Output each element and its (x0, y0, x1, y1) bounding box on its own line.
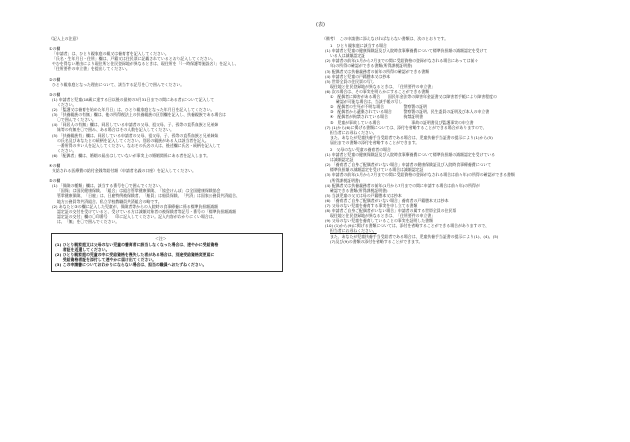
remark-line: (2) 申請者の前年(1月から7月までの間に受給資格の登録がなされる場合にあっては前々 (325, 58, 479, 64)
remark-line: (6) 「養育者ご自身ご配偶者がいない場合」養育者の戸籍謄本又は抄本 (325, 197, 449, 203)
instruction-line: やむを得ない理由により現住所と住民登録地が異なるときは、現住所を「（一時保護等施設名）」を記入し、 (52, 61, 239, 67)
remarks-lines (322, 41, 584, 244)
remark-line: (10) (1)から(9)に掲げる書類については、添付を省略することができる場合がありますので、 (325, 223, 490, 229)
section-heading: ⑤の欄 (49, 178, 61, 184)
section-heading: ②の欄 (49, 76, 61, 82)
remark-line: (8) 申請者ご自身ご配偶者がいない場合」申請者の属する世帯全員の住民票 (325, 208, 457, 214)
right-column (322, 36, 584, 244)
instruction-line: 認定証の交付を受けていると、受けている方は減額対象者の被保険者等記号・番号の「標準負担額減額 (57, 208, 236, 214)
notes-title: ＜注＞ (155, 236, 167, 241)
instruction-line: は、「無」を〇で囲んでください。 (57, 218, 120, 224)
remark-line: 2 父母のない児童の養育者の場合 (330, 146, 391, 152)
instruction-line: ひとり親家庭となった理由について、該当する記号を〇で囲んでください。 (52, 81, 185, 87)
remark-line: (4) 配偶者又は扶養義務者の前年(1月から7月までの間に申請する場合は前々年)の所得が (325, 182, 480, 188)
remark-line: ⑤ 児童が事故している場合 事故の証明書及び監護事実の申立書 (330, 119, 474, 125)
remark-line: 現住地と住民登録地が異なるときは、「住所要件の申立書」 (330, 83, 436, 89)
instruction-line: 「住所要件の申立書」を提出してください。 (52, 66, 130, 72)
section-heading: ③の欄 (49, 91, 61, 97)
note-line: (3) この申請書についておわかりにならない場合は、担当の職員へおたずねください。 (55, 262, 207, 268)
left-column (49, 36, 305, 272)
instruction-line: ください。 (57, 101, 77, 107)
note-line: 者証を返還してください。 (55, 247, 110, 253)
remark-line: ① 配偶者に障害がある場合 国民年金法等の障害年金証書又は障害者手帳により障害程度の (330, 94, 497, 100)
remark-line: 担当者にお尋ねください。 (330, 129, 377, 135)
remark-line: (7) 父母のない児童を養育する事実を申し立てる書類 (325, 203, 418, 208)
instruction-line: (1) 申請者と児童(18歳に達する日以後の最初の3月31日までの間にある者)について記入して (52, 96, 215, 102)
instruction-line: 「氏名・生年月日・住所」欄は、戸籍又は住民票に記載されているとおり記入してください。 (52, 56, 216, 62)
instruction-line: (3) 「扶養親族の有無」欄は、他の所得税法上の扶養親族の区別欄を記入し、扶養親族である場合は (52, 112, 227, 118)
remark-line: ④ 配偶者が拘禁されている場合 拘禁証明書 (330, 114, 423, 120)
remark-line: (7) (1)から(6)に掲げる書類については、添付を省略することができる場合がありますので、 (325, 124, 487, 130)
notes-lines (55, 242, 279, 267)
instruction-line: 妹等の有無を〇で囲み、ある場合はその人数を記入してください。 (57, 127, 174, 133)
remarks-title: （備考） この申請書に添えなければならない書類は、次のとおりです。 (322, 36, 449, 41)
instruction-line: 管掌健康保険、「日雇」は、日雇特例被保険者、「船員」は船員保険、「共済」は国家公務員共済組合、 (57, 193, 240, 199)
remark-line: (7)及び(9)の書類の添付を省略することができます。 (330, 238, 423, 244)
remark-line: (1) 申請者と児童の健康保険証及び入院時食事療養費について標準負担額の減額認定を受けて (325, 48, 488, 54)
instruction-line: 〇で囲んでください。 (57, 117, 96, 123)
remark-line: 標準負担額の減額認定を受けている場合は減額認定証 (330, 167, 424, 173)
instruction-line: 一番所得の多い人を記入してください。なおその氏名の人は、後述欄に氏名・続柄を記入して (57, 142, 221, 148)
instructions-title: 《記入上の注意》 (49, 36, 81, 41)
remark-line: (1) 申請者と児童の健康保険証及び入院時食事療養費について標準負担額の減額認定を受けている (325, 152, 496, 158)
remark-line: また、あなたが児童扶養手当受給者である場合は、児童扶養手当証書の提示により(1)から(5) (330, 134, 493, 140)
remark-line: 確認が可能な場合は、当該手帳の写し (336, 99, 403, 105)
section-heading: ①の欄 (49, 46, 61, 52)
instruction-line: 支給される医療費の給付金銭等給付額（申請者名義の口座）を記入してください。 (52, 168, 196, 174)
instruction-line: (2) 「監護又は養育を始めた年月日」は、ひとり親家庭となった年月日を記入してください。 (52, 107, 215, 113)
instruction-line: ください。 (57, 147, 77, 153)
remark-line: 現住地と住民登録地が異なるときは、「住所要件の申立書」 (330, 213, 436, 219)
instruction-line: 認定証の交付」欄の〇印番号 印に記入してください。記入内容がわかりにくい場合は、 (57, 213, 217, 219)
instruction-line: (6) 「配偶者」欄は、婚姻の届出はしていないが事実上の婚姻関係にある者を記入します。 (52, 152, 211, 158)
remark-line: (2) 「養育者ご自身ご配偶者がいない場合」申請者の健康保険証及び入院時食事療養費について (325, 162, 492, 168)
remark-line: (3) 配偶者又は扶養義務者の前年の所得の確認ができる書類 (325, 68, 430, 74)
note-line: 受給資格者証を添付して速やかに届け出てください。 (55, 257, 157, 263)
notes-box (51, 233, 283, 272)
remark-line: (5) 当該児童の父又は母の戸籍謄本又は抄本 (325, 192, 402, 198)
remark-line: (3) 申請者の前年(1月から7月までの間に受給資格の登録がなされる場合は前々年)の所得の確認ができる書類 (325, 172, 515, 178)
remark-line: (9) 父母のない児童を養育していることの事実を証明した書類 (325, 218, 433, 224)
remark-line: (6) 次の場合は、その事実を明らかにすることができる書類 (325, 88, 430, 94)
remark-line: いる人は減額認定証 (330, 53, 366, 59)
remark-line: (4) 申請者と児童の戸籍謄本又は抄本 (325, 73, 391, 79)
remark-line: また、あなたが児童扶養手当受給者である場合は、児童扶養手当証書の提示により(1)、(4)、(5) (330, 233, 499, 239)
instruction-line: (2) あなたと③の欄に記入した児童が、保険者等からの入院時の食事療養に係る標準負担額減額 (52, 203, 218, 209)
instruction-line: (4) 「同居人の有無」欄は、同居している申請者の父母、祖父母、子、孫等の直系血族と兄弟姉 (52, 122, 219, 128)
remark-line: 年)の所得の確認ができる書類(所得課税証明書) (330, 63, 413, 69)
instructions-sections (49, 46, 305, 229)
instruction-line: 地方公務員等共済組合、私立学校教職員共済組合の略です。 (57, 198, 162, 204)
section-heading: ④の欄 (49, 162, 61, 168)
note-line: (2) ひとり親家庭の児童の中に受給資格を喪失した者がある場合は、別途受給資格変更届に (55, 252, 215, 258)
instruction-line: 「申請者」は、ひとり親家庭の親又は養育者を記入してください。 (52, 51, 169, 57)
remark-line: (所得課税証明書) (330, 177, 361, 183)
remark-line: ② 配偶者の生死が不明な場合 警察署の証明 (330, 104, 427, 110)
remark-line: 確認できる書類(所得課税証明書) (330, 187, 388, 193)
page-mark: (表) (316, 22, 325, 28)
instruction-line: (5) 「扶養親族有」欄は、同居している申請者の父母、祖父母、子、孫等の直系血族と兄弟姉妹 (52, 132, 219, 138)
remark-line: は減額認定証 (330, 157, 354, 163)
instruction-line: の氏名及びあなたとの続柄を記入してください。別居の親族がある人は該当者を記入。 (57, 137, 209, 143)
remark-line: 1 ひとり親家庭に該当する場合 (330, 43, 387, 49)
remark-line: 担当者にお尋ねください。 (330, 228, 377, 234)
instruction-line: (1) 「保険の種類」欄は、該当する番号を〇で囲んでください。 (52, 183, 164, 189)
instruction-line: 「国保」は国民健康保険、「組合」は組合管掌健康保険、「協会けんぽ」は全国健康保険協会 (57, 188, 221, 194)
note-line: (1) ひとり親家庭又は父母のない児童の養育者に該当しなくなった場合は、速やかに受給資格 (55, 242, 219, 248)
remark-line: 届出までの書類の添付を省略することができます。 (330, 139, 420, 145)
remark-line: (5) 世帯全員の住民票の写し (325, 78, 375, 84)
remark-line: ③ 配偶者から遺棄されている場合 警察署の証明、民生委員の証明及び本人の申立書 (330, 109, 490, 115)
